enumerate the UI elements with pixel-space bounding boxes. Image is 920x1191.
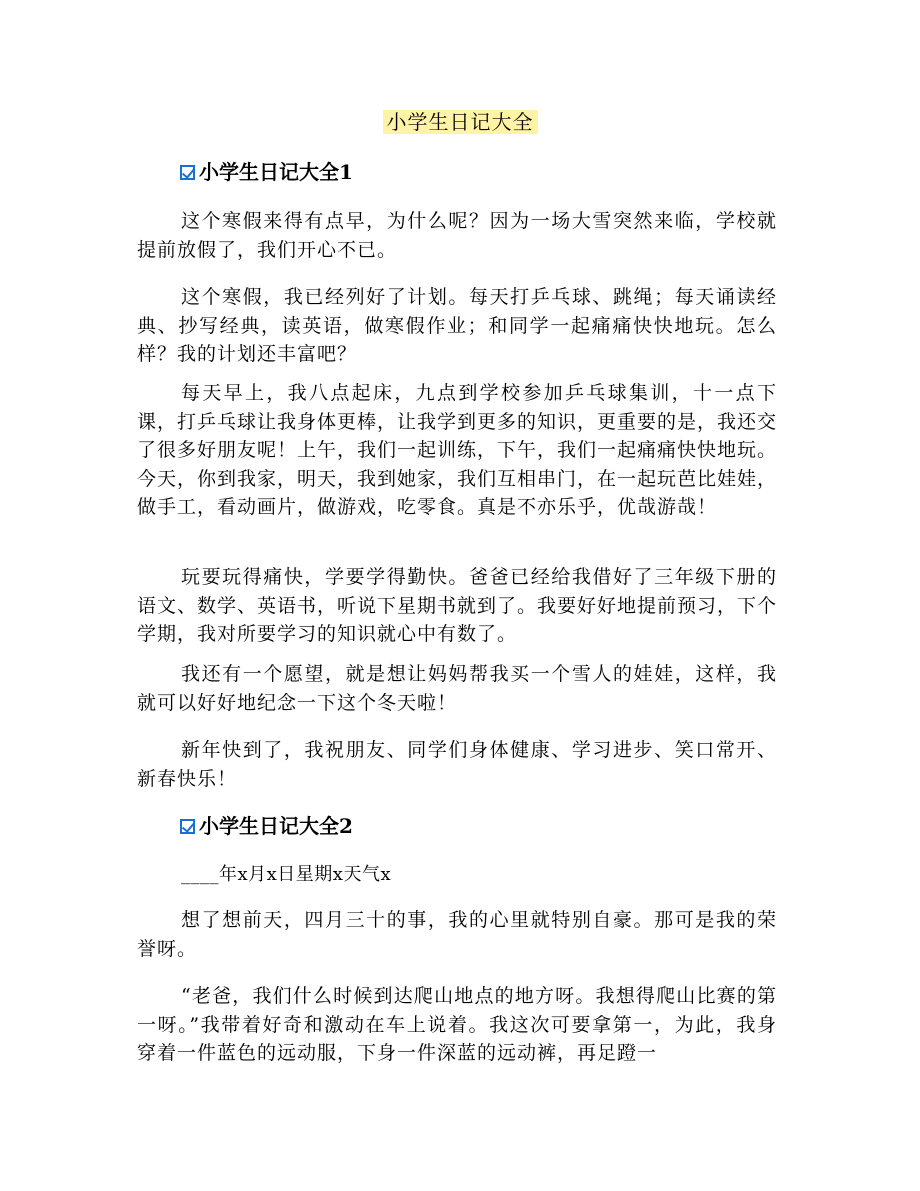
paragraph: 每天早上，我八点起床，九点到学校参加乒乓球集训，十一点下课，打乒乓球让我身体更棒，让我学到更多的知识，更重要的是，我还交了很多好朋友呢！上午，我们一起训练，下午，我们一起痛痛快快地玩。今天，你到我家，明天，我到她家，我们互相串门，在一起玩芭比娃娃，做手工，看动画片，做游戏，吃零食。真是不亦乐乎，优哉游哉！ bbox=[137, 382, 778, 518]
section-heading-text: 小学生日记大全2 bbox=[199, 814, 353, 838]
paragraph: “老爸，我们什么时候到达爬山地点的地方呀。我想得爬山比赛的第一呀。”我带着好奇和激动在车上说着。我这次可要拿第一，为此，我身穿着一件蓝色的远动服，下身一件深蓝的远动裤，再足蹬一 bbox=[137, 985, 777, 1064]
paragraph: 玩要玩得痛快，学要学得勤快。爸爸已经给我借好了三年级下册的语文、数学、英语书，听说下星期书就到了。我要好好地提前预习，下个学期，我对所要学习的知识就心中有数了。 bbox=[137, 566, 778, 645]
paragraph: 新年快到了，我祝朋友、同学们身体健康、学习进步、笑口常开、新春快乐！ bbox=[137, 739, 777, 790]
section-heading-1 bbox=[180, 158, 353, 186]
section-heading-text: 小学生日记大全1 bbox=[199, 160, 353, 184]
document-title-text: 小学生日记大全 bbox=[383, 110, 538, 134]
paragraph: 我还有一个愿望，就是想让妈妈帮我买一个雪人的娃娃，这样，我就可以好好地纪念一下这个冬天啦！ bbox=[137, 663, 777, 714]
paragraph: 这个寒假来得有点早，为什么呢？因为一场大雪突然来临，学校就提前放假了，我们开心不已。 bbox=[137, 210, 777, 261]
checkbox-checked-icon bbox=[180, 165, 195, 180]
section-heading-2 bbox=[180, 812, 353, 840]
date-weather-line: ____年x月x日星期x天气x bbox=[181, 864, 392, 885]
paragraph: 这个寒假，我已经列好了计划。每天打乒乓球、跳绳；每天诵读经典、抄写经典，读英语，做寒假作业；和同学一起痛痛快快地玩。怎么样？我的计划还丰富吧？ bbox=[137, 286, 777, 365]
checkbox-checked-icon bbox=[180, 819, 195, 834]
document-title bbox=[0, 108, 920, 136]
paragraph: 想了想前天，四月三十的事，我的心里就特别自豪。那可是我的荣誉呀。 bbox=[137, 909, 777, 960]
